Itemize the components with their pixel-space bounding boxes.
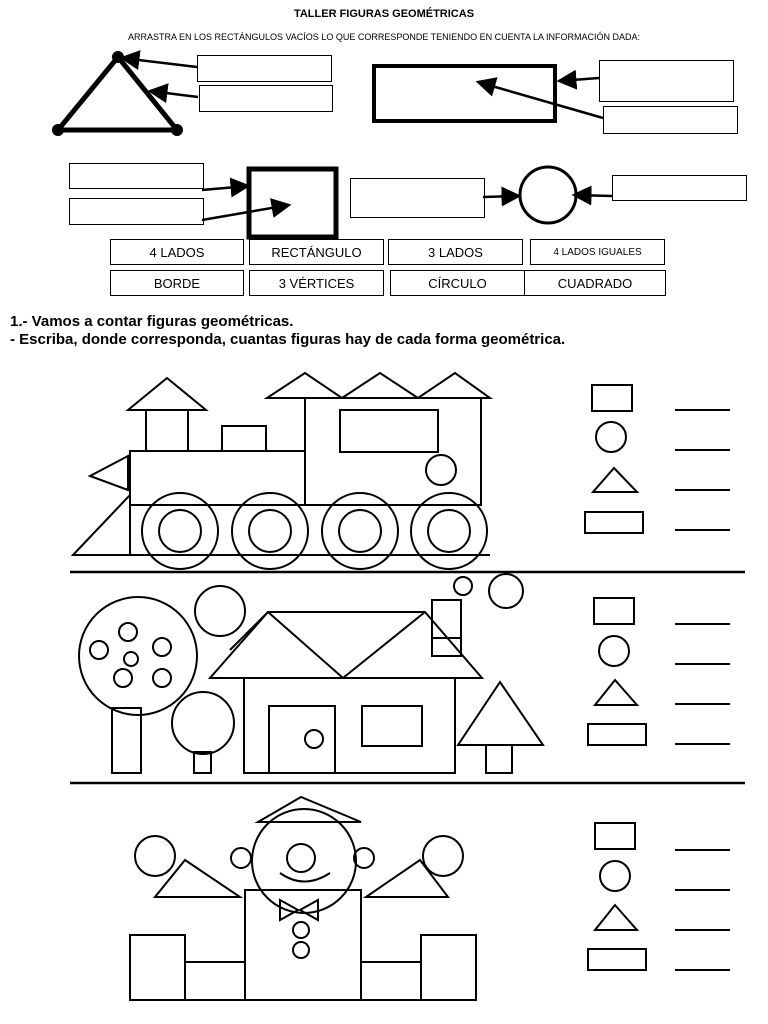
exercise-subtitle: - Escriba, donde corresponda, cuantas figuras hay de cada forma geométrica. (10, 331, 566, 348)
word-card-4-lados-iguales[interactable]: 4 LADOS IGUALES (530, 239, 665, 265)
clown-drawing (130, 797, 476, 1000)
word-card-circulo[interactable]: CÍRCULO (390, 270, 525, 296)
word-card-cuadrado[interactable]: CUADRADO (524, 270, 666, 296)
worksheet-instruction: ARRASTRA EN LOS RECTÁNGULOS VACÍOS LO QUE CORRESPONDE TENIENDO EN CUENTA LA INFORMACIÓN DADA: (127, 32, 641, 42)
word-card-borde[interactable]: BORDE (110, 270, 244, 296)
word-card-3-vertices[interactable]: 3 VÉRTICES (249, 270, 384, 296)
triangle-shape (58, 57, 177, 130)
count-column-clown (588, 823, 730, 970)
train-drawing (73, 373, 490, 569)
exercise-title: 1.- Vamos a contar figuras geométricas. (10, 313, 294, 330)
word-card-rectangulo[interactable]: RECTÁNGULO (249, 239, 384, 265)
worksheet-title: TALLER FIGURAS GEOMÉTRICAS (293, 8, 475, 20)
circle-shape (520, 167, 576, 223)
house-drawing (79, 574, 543, 773)
rectangle-shape (374, 66, 555, 121)
count-column-house (588, 598, 730, 745)
pointer-arrows (122, 58, 612, 220)
word-card-3-lados[interactable]: 3 LADOS (388, 239, 523, 265)
word-card-4-lados[interactable]: 4 LADOS (110, 239, 244, 265)
square-shape (249, 169, 336, 237)
count-column-train (585, 385, 730, 533)
